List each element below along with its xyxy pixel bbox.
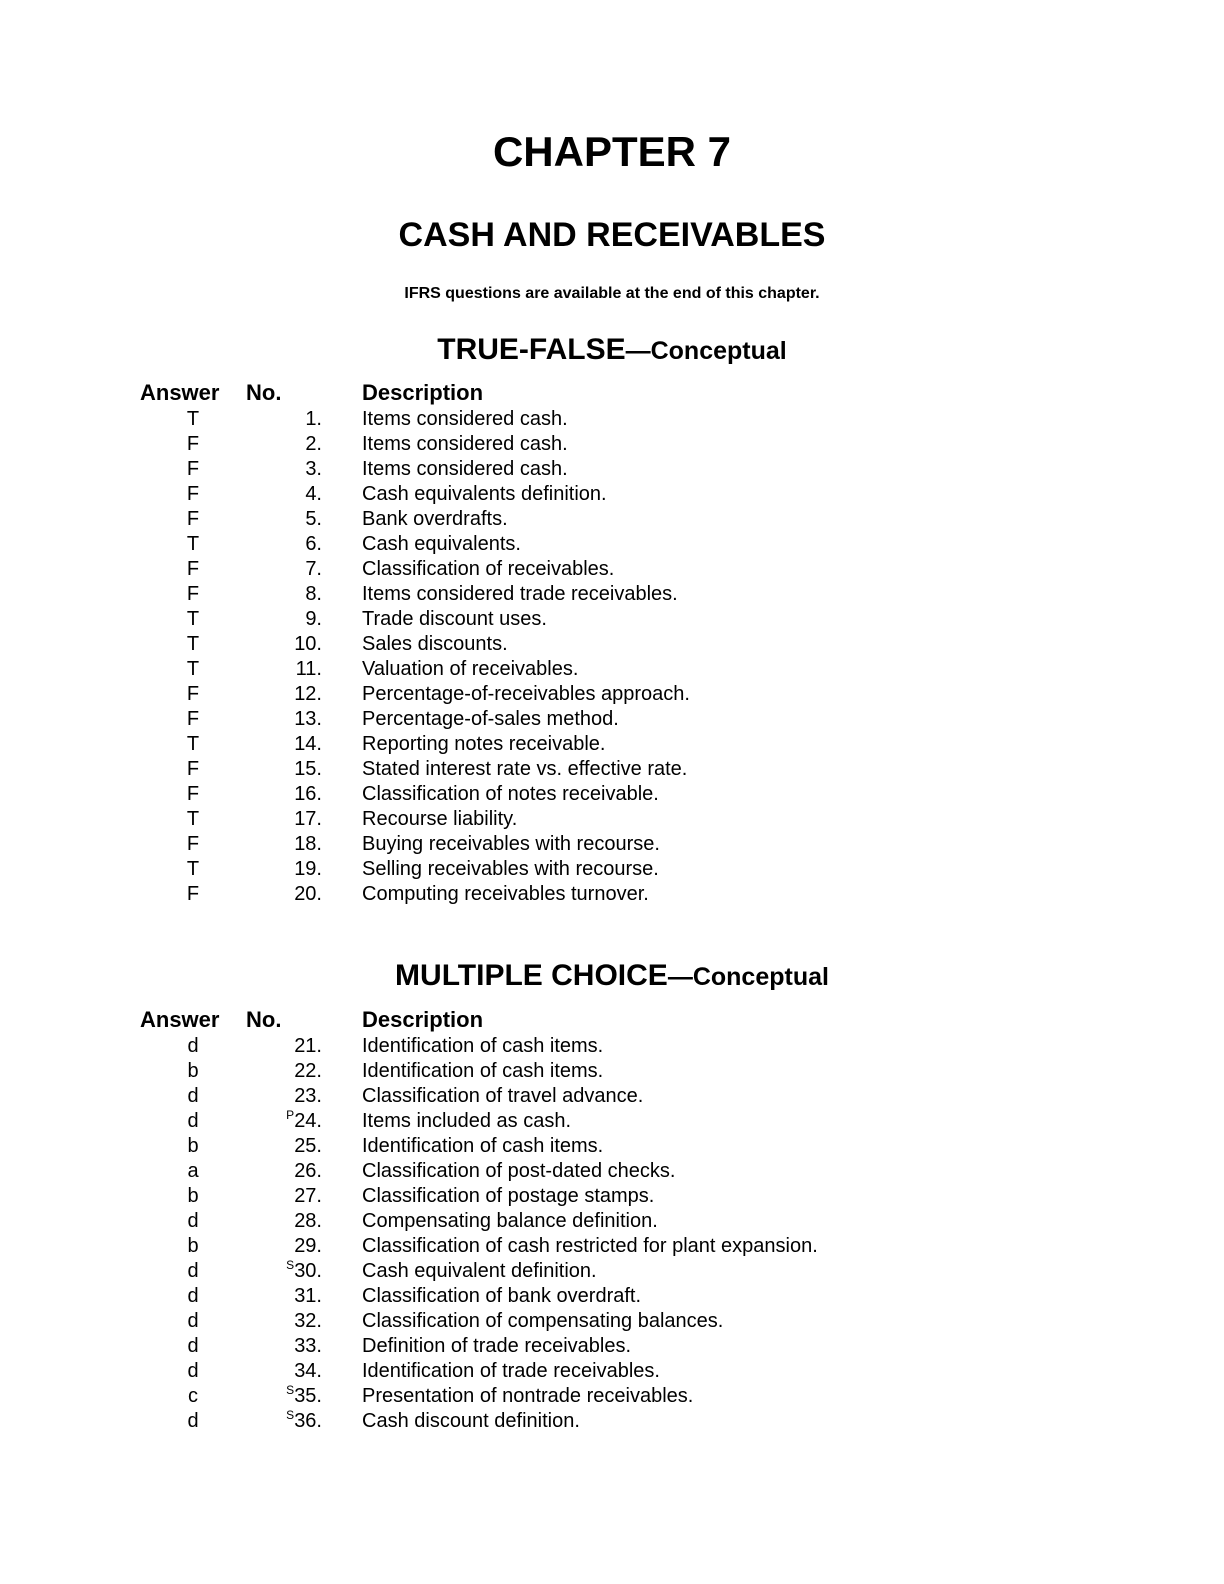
table-row [140,407,690,432]
answer-cell: F [186,483,200,505]
number-cell [246,582,322,607]
answer-cell: b [187,1235,199,1257]
number-cell [246,1109,322,1134]
answer-cell: T [186,658,200,680]
table-row [140,882,690,907]
question-number: 13. [294,708,322,730]
question-source-mark: S [286,1408,295,1422]
table-row [140,657,690,682]
answer-cell: d [187,1035,199,1057]
table-row [140,832,690,857]
table-header-row [140,1006,818,1034]
answer-cell: d [187,1260,199,1282]
question-number: 7. [305,558,322,580]
answer-cell: F [186,783,200,805]
question-number: 34. [294,1360,322,1382]
answer-cell: F [186,583,200,605]
true-false-heading [0,333,1224,367]
description-cell: Bank overdrafts. [362,508,508,530]
number-cell [246,432,322,457]
question-number: 9. [305,608,322,630]
answer-cell: d [187,1410,199,1432]
description-cell: Classification of compensating balances. [362,1310,724,1332]
question-number: 2. [305,433,322,455]
question-number: 22. [294,1060,322,1082]
number-cell [246,707,322,732]
question-source-mark: S [286,1383,295,1397]
number-cell [246,882,322,907]
description-cell: Recourse liability. [362,808,518,830]
answer-cell: d [187,1210,199,1232]
multiple-choice-heading-sub: —Conceptual [667,963,829,991]
multiple-choice-heading-main: MULTIPLE CHOICE [395,959,668,992]
number-cell [246,657,322,682]
question-number: 15. [294,758,322,780]
answer-cell: b [187,1185,199,1207]
number-column-header: No. [246,1007,282,1032]
description-cell: Identification of cash items. [362,1135,604,1157]
question-number: 18. [294,833,322,855]
description-cell: Definition of trade receivables. [362,1335,632,1357]
multiple-choice-heading [0,959,1224,993]
question-number: 10. [294,633,322,655]
table-row [140,757,690,782]
question-number: 3. [305,458,322,480]
question-number: 19. [294,858,322,880]
answer-cell: T [186,533,200,555]
question-number: 11. [295,658,322,680]
description-cell: Computing receivables turnover. [362,883,649,905]
description-column-header: Description [362,380,484,405]
answer-cell: b [187,1060,199,1082]
question-number: 21. [294,1035,322,1057]
description-cell: Percentage-of-sales method. [362,708,619,730]
number-cell [246,407,322,432]
number-cell [246,682,322,707]
number-cell [246,1209,322,1234]
question-number: 30. [294,1260,322,1282]
number-cell [246,1334,322,1359]
answer-column-header: Answer [140,1007,220,1032]
description-cell: Cash equivalent definition. [362,1260,597,1282]
answer-cell: F [186,458,200,480]
chapter-subtitle: CASH AND RECEIVABLES [398,216,826,254]
table-row [140,457,690,482]
table-row [140,1309,818,1334]
question-number: 4. [305,483,322,505]
answer-cell: T [186,808,200,830]
table-row [140,1084,818,1109]
table-row [140,682,690,707]
table-row [140,482,690,507]
question-number: 25. [294,1135,322,1157]
table-row [140,1284,818,1309]
answer-cell: F [186,558,200,580]
number-cell [246,1134,322,1159]
question-number: 35. [294,1385,322,1407]
description-cell: Classification of travel advance. [362,1085,644,1107]
table-row [140,807,690,832]
true-false-heading-main: TRUE-FALSE [437,333,626,366]
number-cell [246,1284,322,1309]
question-number: 1. [305,408,322,430]
number-cell [246,507,322,532]
table-row [140,582,690,607]
question-number: 27. [294,1185,322,1207]
table-row [140,607,690,632]
description-cell: Cash equivalents definition. [362,483,607,505]
description-cell: Items considered cash. [362,408,568,430]
question-source-mark: S [286,1258,295,1272]
table-row [140,1334,818,1359]
number-cell [246,607,322,632]
question-number: 23. [294,1085,322,1107]
table-row [140,732,690,757]
question-number: 24. [294,1110,322,1132]
answer-cell: d [187,1310,199,1332]
table-row [140,1159,818,1184]
answer-cell: F [186,508,200,530]
chapter-title: CHAPTER 7 [492,128,732,175]
answer-cell: T [186,858,200,880]
true-false-heading-sub: —Conceptual [625,337,787,365]
number-cell [246,757,322,782]
description-cell: Classification of postage stamps. [362,1185,655,1207]
answer-cell: c [188,1385,198,1407]
table-row [140,1184,818,1209]
number-cell [246,857,322,882]
table-row [140,532,690,557]
description-cell: Items considered trade receivables. [362,583,678,605]
answer-cell: T [186,608,200,630]
answer-cell: d [187,1085,199,1107]
question-number: 16. [294,783,322,805]
answer-cell: F [186,708,200,730]
table-row [140,557,690,582]
question-number: 32. [294,1310,322,1332]
question-number: 31. [294,1285,322,1307]
table-row [140,1134,818,1159]
answer-cell: T [186,633,200,655]
answer-cell: F [186,683,200,705]
table-row [140,432,690,457]
table-row [140,707,690,732]
question-number: 6. [305,533,322,555]
description-cell: Percentage-of-receivables approach. [362,683,690,705]
number-cell [246,782,322,807]
description-cell: Identification of trade receivables. [362,1360,660,1382]
table-row [140,1059,818,1084]
answer-cell: F [186,833,200,855]
table-row [140,1209,818,1234]
description-cell: Items considered cash. [362,433,568,455]
answer-cell: d [187,1360,199,1382]
number-cell [246,1309,322,1334]
question-number: 20. [294,883,322,905]
number-cell [246,832,322,857]
description-cell: Cash equivalents. [362,533,521,555]
number-cell [246,457,322,482]
answer-cell: b [187,1135,199,1157]
answer-column-header: Answer [140,380,220,405]
answer-cell: T [186,408,200,430]
description-cell: Trade discount uses. [362,608,547,630]
table-row [140,1384,818,1409]
description-cell: Selling receivables with recourse. [362,858,659,880]
question-number: 8. [305,583,322,605]
number-cell [246,1384,322,1409]
question-number: 36. [294,1410,322,1432]
description-cell: Valuation of receivables. [362,658,579,680]
description-cell: Presentation of nontrade receivables. [362,1385,694,1407]
description-cell: Identification of cash items. [362,1060,604,1082]
table-row [140,1034,818,1059]
table-row [140,1259,818,1284]
multiple-choice-table [140,1006,818,1434]
number-cell [246,1359,322,1384]
description-cell: Classification of receivables. [362,558,615,580]
answer-cell: F [186,433,200,455]
number-cell [246,1034,322,1059]
answer-cell: F [186,883,200,905]
true-false-table [140,379,690,907]
description-cell: Buying receivables with recourse. [362,833,660,855]
number-cell [246,557,322,582]
question-number: 12. [294,683,322,705]
question-number: 33. [294,1335,322,1357]
description-cell: Items included as cash. [362,1110,571,1132]
table-row [140,1109,818,1134]
table-row [140,632,690,657]
description-cell: Cash discount definition. [362,1410,580,1432]
number-cell [246,1234,322,1259]
description-cell: Sales discounts. [362,633,508,655]
question-number: 28. [294,1210,322,1232]
question-number: 29. [294,1235,322,1257]
number-cell [246,1159,322,1184]
table-row [140,1409,818,1434]
question-number: 17. [294,808,322,830]
description-cell: Classification of notes receivable. [362,783,659,805]
description-cell: Identification of cash items. [362,1035,604,1057]
answer-cell: d [187,1285,199,1307]
answer-cell: d [187,1335,199,1357]
description-cell: Classification of cash restricted for plant expansion. [362,1235,818,1257]
description-cell: Classification of bank overdraft. [362,1285,642,1307]
number-cell [246,1409,322,1434]
answer-cell: d [187,1110,199,1132]
table-header-row [140,379,690,407]
number-cell [246,632,322,657]
description-cell: Classification of post-dated checks. [362,1160,676,1182]
description-cell: Compensating balance definition. [362,1210,658,1232]
number-cell [246,532,322,557]
question-number: 14. [294,733,322,755]
number-cell [246,732,322,757]
question-number: 26. [294,1160,322,1182]
number-cell [246,482,322,507]
table-row [140,507,690,532]
question-source-mark: P [286,1108,295,1122]
table-row [140,857,690,882]
number-column-header: No. [246,380,282,405]
number-cell [246,807,322,832]
answer-cell: a [187,1160,199,1182]
table-row [140,1234,818,1259]
description-cell: Stated interest rate vs. effective rate. [362,758,688,780]
description-cell: Items considered cash. [362,458,568,480]
number-cell [246,1184,322,1209]
description-column-header: Description [362,1007,484,1032]
table-row [140,782,690,807]
question-number: 5. [305,508,322,530]
number-cell [246,1059,322,1084]
answer-cell: F [186,758,200,780]
table-row [140,1359,818,1384]
answer-cell: T [186,733,200,755]
description-cell: Reporting notes receivable. [362,733,606,755]
number-cell [246,1259,322,1284]
number-cell [246,1084,322,1109]
ifrs-note: IFRS questions are available at the end of this chapter. [404,285,820,302]
